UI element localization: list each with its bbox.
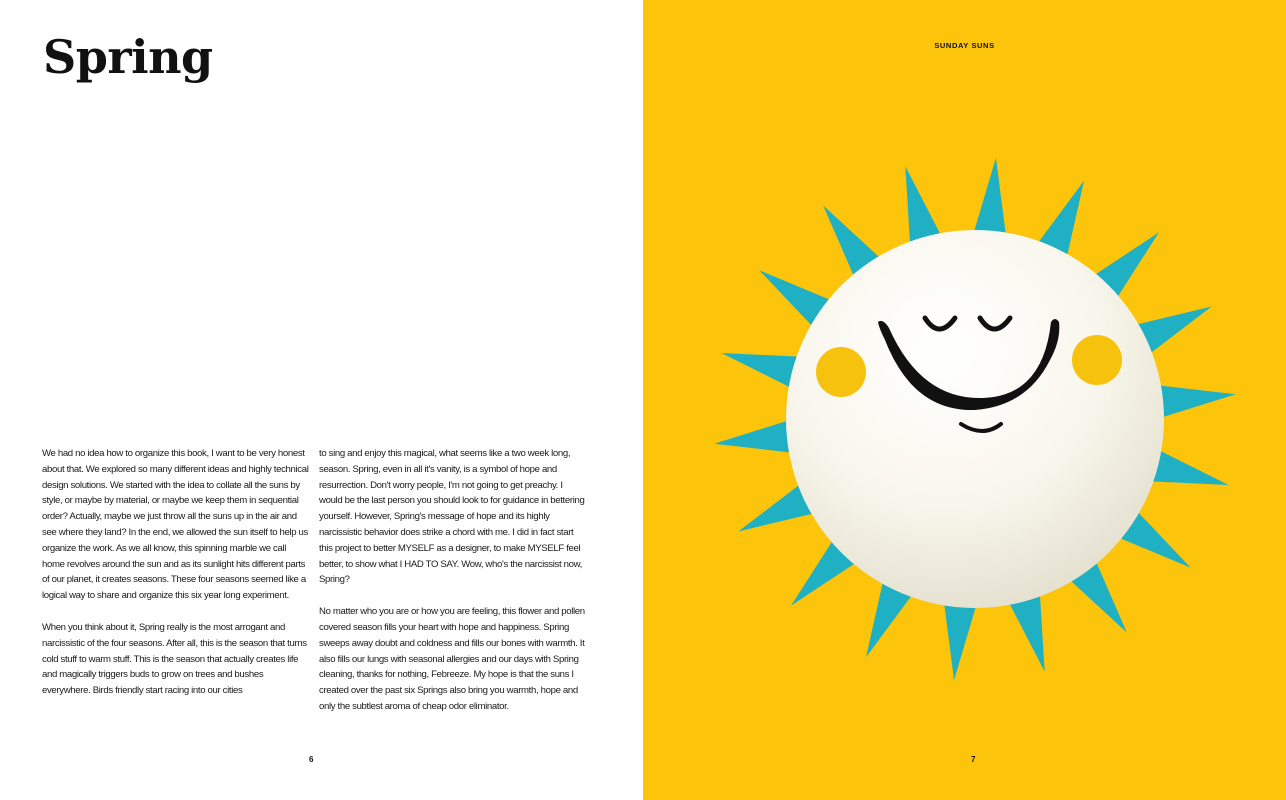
text-column-2 <box>319 446 587 731</box>
paragraph: We had no idea how to organize this book, I want to be very honest about that. We explored so many different ideas and highly technical design solutions. We started with the idea to collate all the suns by style, or maybe by material, or maybe we keep them in sequential order? Actually, maybe we just throw all the suns up in the air and see where they land? In the end, we allowed the sun itself to help us organize the work. As we all know, this spinning marble we call home revolves around the sun and as its sunlight hits different parts of our planet, it creates seasons. These four seasons seemed like a logical way to share and organize this six year long experiment. <box>42 448 309 602</box>
right-cheek <box>1072 335 1122 385</box>
page-number-right: 7 <box>971 755 976 764</box>
paragraph: No matter who you are or how you are feeling, this flower and pollen covered season fills your heart with hope and happiness. Spring sweeps away doubt and coldness and fills our bones with warmth. It also fills our lungs with seasonal allergies and our days with Spring cleaning, thanks for nothing, Febreeze. My hope is that the suns I created over the past six Springs also bring you warmth, hope and only the subtlest aroma of cheap odor eliminator. <box>319 606 585 712</box>
right-page <box>643 0 1286 800</box>
paragraph: When you think about it, Spring really is the most arrogant and narcissistic of the four seasons. After all, this is the season that turns cold stuff to warm stuff. This is the season that actually creates life and magically triggers buds to grow on trees and bushes everywhere. Birds friendly start racing into our cities <box>42 621 307 697</box>
paragraph: to sing and enjoy this magical, what seems like a two week long, season. Spring, even in all it's vanity, is a symbol of hope and resurrection. Don't worry people, I'm not going to get preachy. I would be the last person you should look to for guidance in bettering yourself. However, Spring's message of hope and its highly narcissistic behavior does strike a chord with me. I did in fact start this project to better MYSELF as a designer, to make MYSELF feel better, to show what I HAD TO SAY. Wow, who's the narcissist now, Spring? <box>319 448 585 586</box>
text-column-1 <box>42 446 310 715</box>
running-head: SUNDAY SUNS <box>934 41 995 50</box>
page-title: Spring <box>43 30 213 84</box>
left-cheek <box>816 347 866 397</box>
sun-face <box>786 230 1164 608</box>
page-number-left: 6 <box>309 755 314 764</box>
smiling-sun-icon <box>643 0 1286 800</box>
